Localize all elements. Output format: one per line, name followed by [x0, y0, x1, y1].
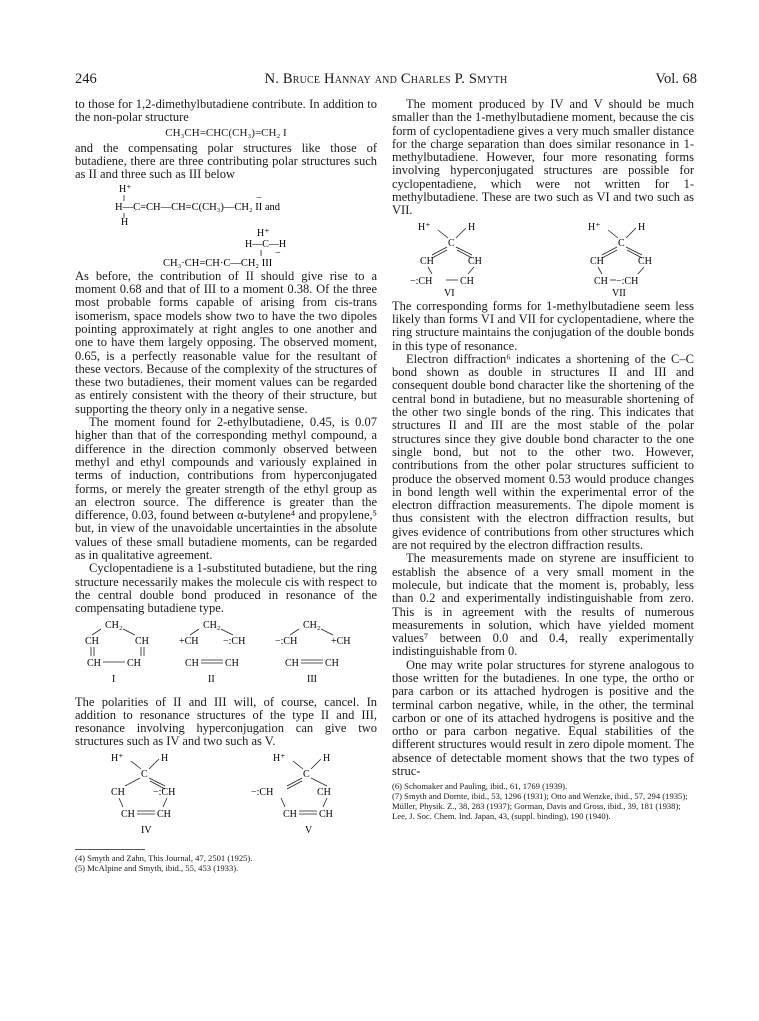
ring-atom: CH₂	[105, 619, 123, 631]
formula-text: H—C—H	[245, 238, 287, 250]
ring-atom: CH	[319, 808, 333, 820]
structure-label: III	[307, 673, 317, 685]
footnote: (6) Schomaker and Pauling, ibid., 61, 1769 (1939).	[392, 781, 568, 792]
ring-atom: −:CH	[153, 786, 176, 798]
ring-atom: C	[141, 768, 148, 780]
ring-III	[275, 620, 351, 685]
ring-I	[85, 620, 149, 685]
formula-text: −	[256, 192, 262, 204]
structure-label: VII	[612, 287, 626, 299]
paragraph: One may write polar structures for styrene analogous to those written for the butadienes. In one type, the ortho or para carbon or its attached hydrogen is positive and the terminal carbon negative, while, in the other, the terminal carbon or one of its attached hydrogens is positive and the ortho or para carbon negative. Equal stabilities of the different structures would result in zero dipole moment. The absence of detectable moment shows that the two types of struc-	[392, 657, 694, 779]
left-column	[75, 98, 377, 873]
ring-atom: −:CH	[616, 275, 639, 287]
ring-atom: C	[303, 768, 310, 780]
ring-atom: CH	[317, 786, 331, 798]
ring-atom: CH	[157, 808, 171, 820]
paragraph: to those for 1,2-dimethylbutadiene contribute. In addition to the non-polar structure	[75, 97, 377, 125]
ring-atom: CH	[111, 786, 125, 798]
ring-atom: CH	[594, 275, 608, 287]
footnote: (4) Smyth and Zahn, This Journal, 47, 2501 (1925).	[75, 852, 253, 863]
paragraph: The corresponding forms for 1-methylbutadiene seem less likely than forms VI and VII for cyclopentadiene, where the ring structure maintains the conjugation of the double bonds in this type of resonance.	[392, 298, 694, 353]
ring-II	[179, 620, 245, 685]
ring-atom: H	[323, 752, 331, 764]
paragraph: The moment found for 2-ethylbutadiene, 0.45, is 0.07 higher than that of the corresponding methyl compound, a difference in the direction commonly observed between methyl and ethyl compounds and variously explained in terms of induction, contributions from hyperconjugated forms, or merely the greater strength of the ethyl group as an electron source. The difference is greater than the difference, 0.03, found between α-butylene⁴ and propylene,⁵ but, in view of the unavoidable uncertainties in the absolute values of these small butadiene moments, can be regarded as in qualitative agreement.	[75, 415, 377, 563]
structure-label: VI	[444, 287, 455, 299]
footnote: (5) McAlpine and Smyth, ibid., 55, 453 (1933).	[75, 862, 239, 873]
running-head-authors: N. Bruce Hannay and Charles P. Smyth	[264, 71, 508, 87]
formula-text: H⁺	[257, 227, 270, 239]
structure-III-formula	[75, 226, 377, 270]
volume-label: Vol. 68	[655, 71, 697, 87]
ring-atom: H⁺	[418, 221, 431, 233]
footnote: (7) Smyth and Dornte, ibid., 53, 1296 (1931); Otto and Wenzke, ibid., 57, 294 (1935); Müller, Physik. Z., 38, 283 (1937); Gorman, Davis and Gross, ibid., 39, 181 (1938); Lee, J. Soc. Chem. Ind. Japan, 43, (suppl. binding), 190 (1940).	[392, 791, 688, 822]
running-header	[75, 71, 697, 89]
ring-atom: +CH	[331, 635, 351, 647]
rings-VI-VII	[392, 218, 694, 300]
paragraph: The measurements made on styrene are insufficient to establish the absence of a very small moment in the molecule, but indicate that the moment is, probably, less than 0.2 and experimentally indistinguishable from zero. This is in agreement with the results of numerous measurements in solution, which have yielded moment values⁷ between 0.0 and 0.4, really experimentally indistinguishable from 0.	[392, 551, 694, 659]
paragraph: As before, the contribution of II should give rise to a moment 0.68 and that of III to a moment 0.38. Of the three most probable forms capable of arising from cis-trans isomerism, space models show two to have the two dipoles pointing approximately at right angles to one another and one to have them largely opposing. The observed moment, 0.65, is a perfectly reasonable value for the resultant of these vectors. Because of the complexity of the structures of these two butadienes, their moment values can be regarded as entirely consistent with the theory of their structure, but supporting the theory only in a negative sense.	[75, 268, 377, 416]
structure-label: V	[305, 824, 313, 836]
footnote-rule	[75, 849, 145, 850]
paragraph: and the compensating polar structures like those of butadiene, there are three contributing polar structures such as II and three such as III below	[75, 140, 377, 182]
ring-atom: −:CH	[251, 786, 274, 798]
structure-I: CH₃CH=CHC(CH₃)=CH₂ I	[165, 126, 287, 139]
ring-atom: CH	[225, 657, 239, 669]
ring-atom: H⁺	[588, 221, 601, 233]
ring-atom: −:CH	[223, 635, 246, 647]
ring-atom: CH	[87, 657, 101, 669]
ring-atom: H	[161, 752, 169, 764]
ring-atom: CH	[185, 657, 199, 669]
ring-atom: C	[618, 237, 625, 249]
ring-atom: CH	[285, 657, 299, 669]
formula-text: H⁺	[119, 183, 132, 195]
structure-II-formula	[75, 182, 377, 226]
formula-text: H—C=CH—CH=C(CH₃)—CH₂ II and	[115, 201, 280, 213]
structure-label: IV	[141, 824, 152, 836]
ring-VI	[410, 222, 482, 299]
ring-atom: CH	[590, 255, 604, 267]
paragraph: The polarities of II and III will, of course, cancel. In addition to resonance structures of the type II and III, resonance involving hyperconjugation can give two structures such as IV and two such as V.	[75, 694, 377, 749]
ring-atom: CH₂	[303, 619, 321, 631]
ring-atom: CH	[121, 808, 135, 820]
ring-atom: H	[468, 221, 476, 233]
ring-atom: +CH	[179, 635, 199, 647]
rings-I-II-III	[75, 616, 377, 696]
formula-text: H	[121, 216, 129, 226]
structure-label: II	[208, 673, 215, 685]
ring-atom: CH	[420, 255, 434, 267]
page-number: 246	[75, 71, 97, 87]
ring-atom: H	[638, 221, 646, 233]
ring-IV	[111, 753, 175, 836]
ring-atom: CH₂	[203, 619, 221, 631]
ring-atom: CH	[283, 808, 297, 820]
ring-VII	[588, 222, 652, 299]
ring-atom: CH	[460, 275, 474, 287]
ring-atom: CH	[127, 657, 141, 669]
formula-text: CH₃·CH=CH·C—CH₂ III	[163, 257, 273, 269]
ring-V	[251, 753, 333, 836]
paragraph: The moment produced by IV and V should be much smaller than the 1-methylbutadiene moment, because the cis form of cyclopentadiene gives a very much smaller distance for the charge separation than does similar resonance in 1-methylbutadiene. However, four more resonating forms involving hyperconjugated structures are possible for cyclopentadiene, which were not written for 1-methylbutadiene. These are two such as VI and two such as VII.	[392, 97, 694, 218]
ring-atom: CH	[85, 635, 99, 647]
ring-atom: CH	[135, 635, 149, 647]
ring-atom: CH	[638, 255, 652, 267]
ring-atom: H⁺	[111, 752, 124, 764]
formula-text: −	[275, 247, 281, 259]
paragraph: Cyclopentadiene is a 1-substituted butadiene, but the ring structure necessarily makes the molecule cis with respect to the central double bond produced in resonance of the compensating butadiene type.	[75, 561, 377, 616]
paragraph: Electron diffraction⁶ indicates a shortening of the C–C bond shown as double in structures II and III and consequent double bond character like the shortening of the central bond in butadiene, but no measurable shortening of the other two single bonds of the ring. This indicates that structures II and III are the most stable of the polar structures since they give double bond character to the one single bond, but not to the other two. However, contributions from the other polar structures sufficient to produce the observed moment 0.53 would produce changes in bond length well within the experimental error of the electron diffraction measurements. The dipole moment is thus consistent with the electron diffraction results, but gives evidence of contributions from other structures which are not required by the electron diffraction results.	[392, 351, 694, 553]
structure-label: I	[112, 673, 116, 685]
ring-atom: CH	[325, 657, 339, 669]
right-column	[392, 98, 694, 821]
ring-atom: CH	[468, 255, 482, 267]
ring-atom: −:CH	[410, 275, 433, 287]
ring-atom: −:CH	[275, 635, 298, 647]
rings-IV-V	[75, 749, 377, 843]
ring-atom: H⁺	[273, 752, 286, 764]
ring-atom: C	[448, 237, 455, 249]
